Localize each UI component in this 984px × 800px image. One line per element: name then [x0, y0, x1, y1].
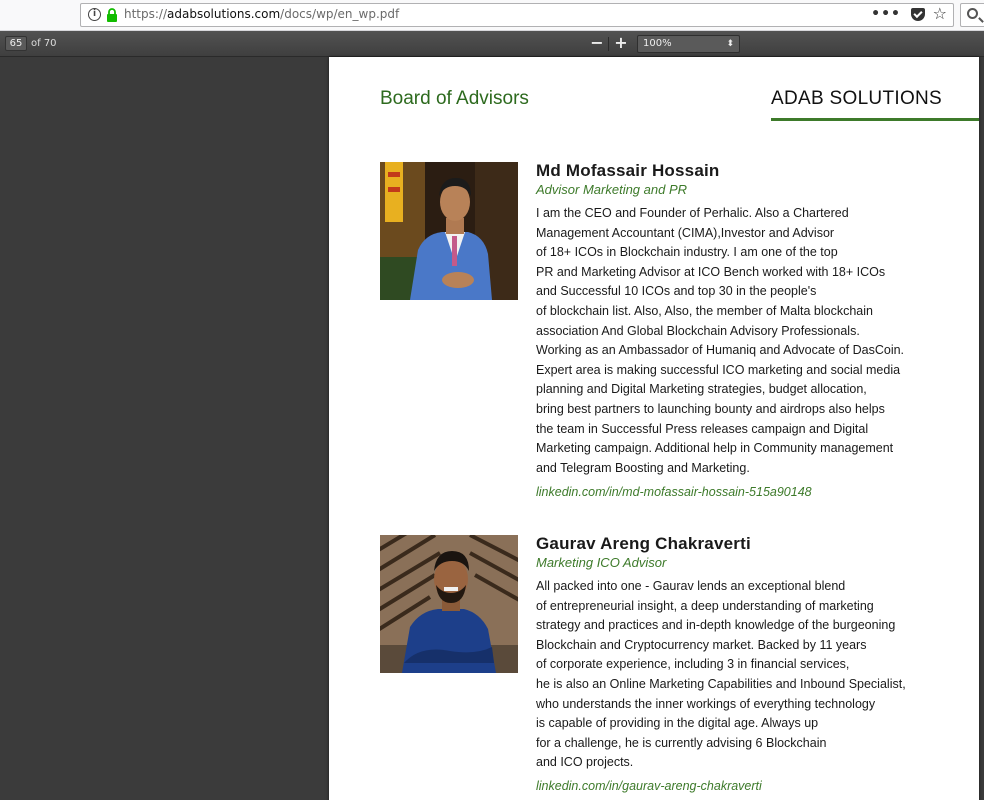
- bio-line: for a challenge, he is currently advising 6 Blockchain: [536, 735, 827, 750]
- bio-line: All packed into one - Gaurav lends an exceptional blend: [536, 579, 846, 593]
- pdf-toolbar: [0, 31, 984, 57]
- url-path: /docs/wp/en_wp.pdf: [280, 7, 400, 21]
- advisor-portrait: [380, 162, 518, 300]
- advisor-photo: [380, 535, 518, 673]
- bio-line: he is also an Online Marketing Capabilities and Inbound Specialist,: [536, 676, 906, 691]
- page-number-input[interactable]: 65: [5, 36, 27, 51]
- toolbar-divider: [608, 37, 609, 51]
- zoom-select[interactable]: [637, 35, 740, 53]
- linkedin-link[interactable]: linkedin.com/in/gaurav-areng-chakraverti: [536, 779, 762, 793]
- search-icon: [967, 8, 978, 19]
- zoom-out-button[interactable]: −: [590, 33, 604, 52]
- bio-line: strategy and practices and in-depth knowledge of the burgeoning: [536, 618, 896, 633]
- lock-icon[interactable]: [106, 7, 118, 23]
- advisor-role: Advisor Marketing and PR: [536, 182, 688, 197]
- bio-line: I am the CEO and Founder of Perhalic. Also a Chartered: [536, 206, 849, 220]
- url-bar[interactable]: [80, 3, 954, 27]
- bio-line: and Telegram Boosting and Marketing.: [536, 460, 750, 475]
- bio-line: planning and Digital Marketing strategies, budget allocation,: [536, 382, 867, 397]
- pdf-viewer[interactable]: [0, 57, 984, 800]
- brand-heading: ADAB SOLUTIONS: [771, 88, 943, 109]
- bio-line: Expert area is making successful ICO marketing and social media: [536, 362, 901, 377]
- advisor-bio: [536, 204, 904, 478]
- updown-arrow-icon: ⬍: [726, 39, 734, 49]
- url-domain: adabsolutions.com: [167, 7, 281, 21]
- page-count: of 70: [31, 38, 57, 49]
- brand-underline: [771, 118, 979, 121]
- bio-line: of 18+ ICOs in Blockchain industry. I am one of the top: [536, 245, 838, 260]
- more-icon[interactable]: •••: [871, 6, 901, 22]
- bio-line: is capable of providing in the digital age. Always up: [536, 716, 819, 731]
- zoom-in-button[interactable]: +: [614, 33, 628, 52]
- advisor-bio: [536, 577, 906, 773]
- bio-line: PR and Marketing Advisor at ICO Bench worked with 18+ ICOs: [536, 264, 886, 279]
- advisor-role: Marketing ICO Advisor: [536, 555, 667, 570]
- bio-line: and ICO projects.: [536, 755, 634, 770]
- bio-line: of corporate experience, including 3 in financial services,: [536, 657, 850, 672]
- bio-line: of entrepreneurial insight, a deep understanding of marketing: [536, 598, 874, 613]
- zoom-value: 100%: [643, 38, 672, 49]
- star-icon[interactable]: ☆: [932, 4, 947, 23]
- advisor-name: Md Mofassair Hossain: [536, 161, 720, 180]
- url-text[interactable]: [124, 7, 399, 21]
- bio-line: Working as an Ambassador of Humaniq and Advocate of DasCoin.: [536, 343, 905, 358]
- url-prefix: https://: [124, 7, 168, 21]
- advisor-portrait: [380, 535, 518, 673]
- bio-line: Blockchain and Cryptocurrency market. Backed by 11 years: [536, 637, 867, 652]
- bio-line: Marketing campaign. Additional help in Community management: [536, 441, 894, 456]
- advisor-photo: [380, 162, 518, 300]
- bio-line: association And Global Blockchain Advisory Professionals.: [536, 323, 860, 338]
- pdf-page: [329, 57, 979, 800]
- search-button[interactable]: [960, 3, 984, 27]
- advisor-name: Gaurav Areng Chakraverti: [536, 534, 751, 553]
- bio-line: and Successful 10 ICOs and top 30 in the people's: [536, 284, 817, 299]
- linkedin-link[interactable]: linkedin.com/in/md-mofassair-hossain-515a90148: [536, 485, 812, 499]
- bio-line: who understands the inner workings of everything technology: [536, 696, 876, 711]
- browser-toolbar: [0, 0, 984, 31]
- bio-line: bring best partners to launching bounty and airdrops also helps: [536, 401, 885, 416]
- bio-line: the team in Successful Press releases campaign and Digital: [536, 421, 869, 436]
- section-title: Board of Advisors: [380, 88, 529, 109]
- info-icon[interactable]: i: [88, 8, 101, 21]
- bio-line: of blockchain list. Also, Also, the member of Malta blockchain: [536, 303, 873, 318]
- bio-line: Management Accountant (CIMA),Investor and Advisor: [536, 225, 835, 240]
- pocket-icon[interactable]: [911, 8, 925, 21]
